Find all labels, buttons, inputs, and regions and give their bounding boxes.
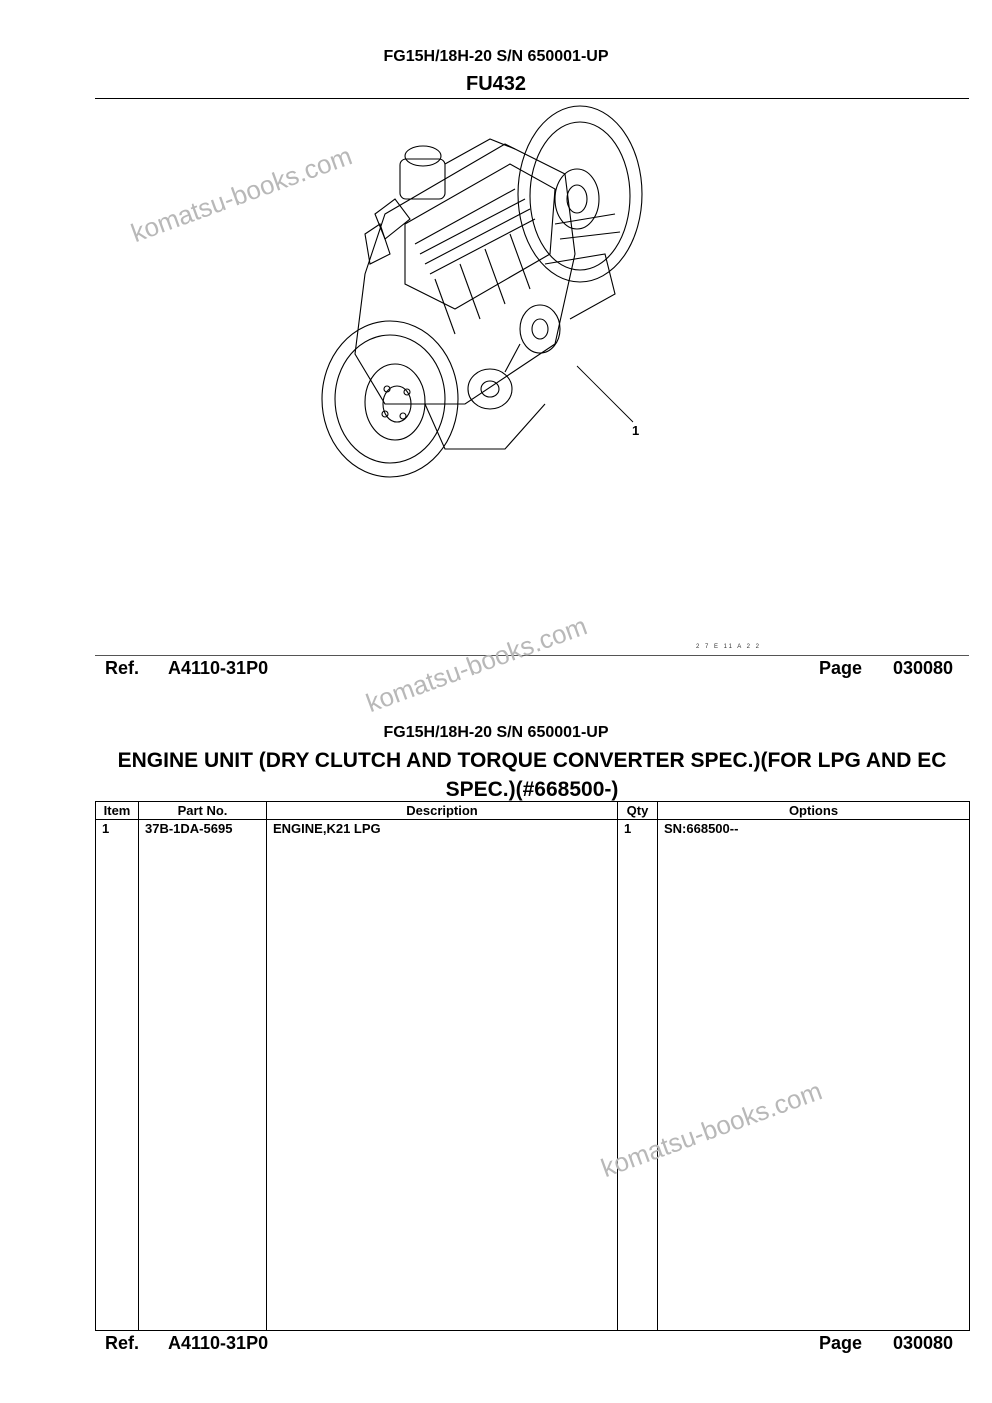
col-header-part-no: Part No. [139,802,267,820]
section-model-header: FG15H/18H-20 S/N 650001-UP [383,724,609,741]
engine-illustration [315,104,655,484]
page-model-header: FG15H/18H-20 S/N 650001-UP [383,48,609,65]
table-row [96,820,970,841]
col-header-options: Options [658,802,970,820]
cell-description: ENGINE,K21 LPG [267,820,618,841]
cell-qty: 1 [618,820,658,841]
callout-label-1: 1 [632,423,640,438]
cell-options: SN:668500-- [658,820,970,841]
table-filler-row [96,840,970,1331]
cell-part-no: 37B-1DA-5695 [139,820,267,841]
figure-code: FU432 [465,73,527,95]
ref-value: A4110-31P0 [168,658,269,678]
section-title: ENGINE UNIT (DRY CLUTCH AND TORQUE CONVERTER SPEC.)(FOR LPG AND EC SPEC.)(#668500-) [117,749,947,801]
parts-table [95,801,970,1331]
illustration-id: 2 7 E 11 A 2 2 [696,644,761,650]
col-header-item: Item [96,802,139,820]
watermark: komatsu-books.com [362,610,591,719]
table-header-row [96,802,970,820]
page-label: Page [819,1333,863,1353]
watermark: komatsu-books.com [127,140,356,249]
ref-label: Ref. [105,1333,140,1353]
cell-item: 1 [96,820,139,841]
page-value: 030080 [893,1333,954,1353]
ref-value: A4110-31P0 [168,1333,269,1353]
page-value: 030080 [893,658,954,678]
page-label: Page [819,658,863,678]
ref-label: Ref. [105,658,140,678]
col-header-qty: Qty [618,802,658,820]
col-header-description: Description [267,802,618,820]
watermark: komatsu-books.com [597,1075,826,1184]
header-divider [95,98,969,99]
